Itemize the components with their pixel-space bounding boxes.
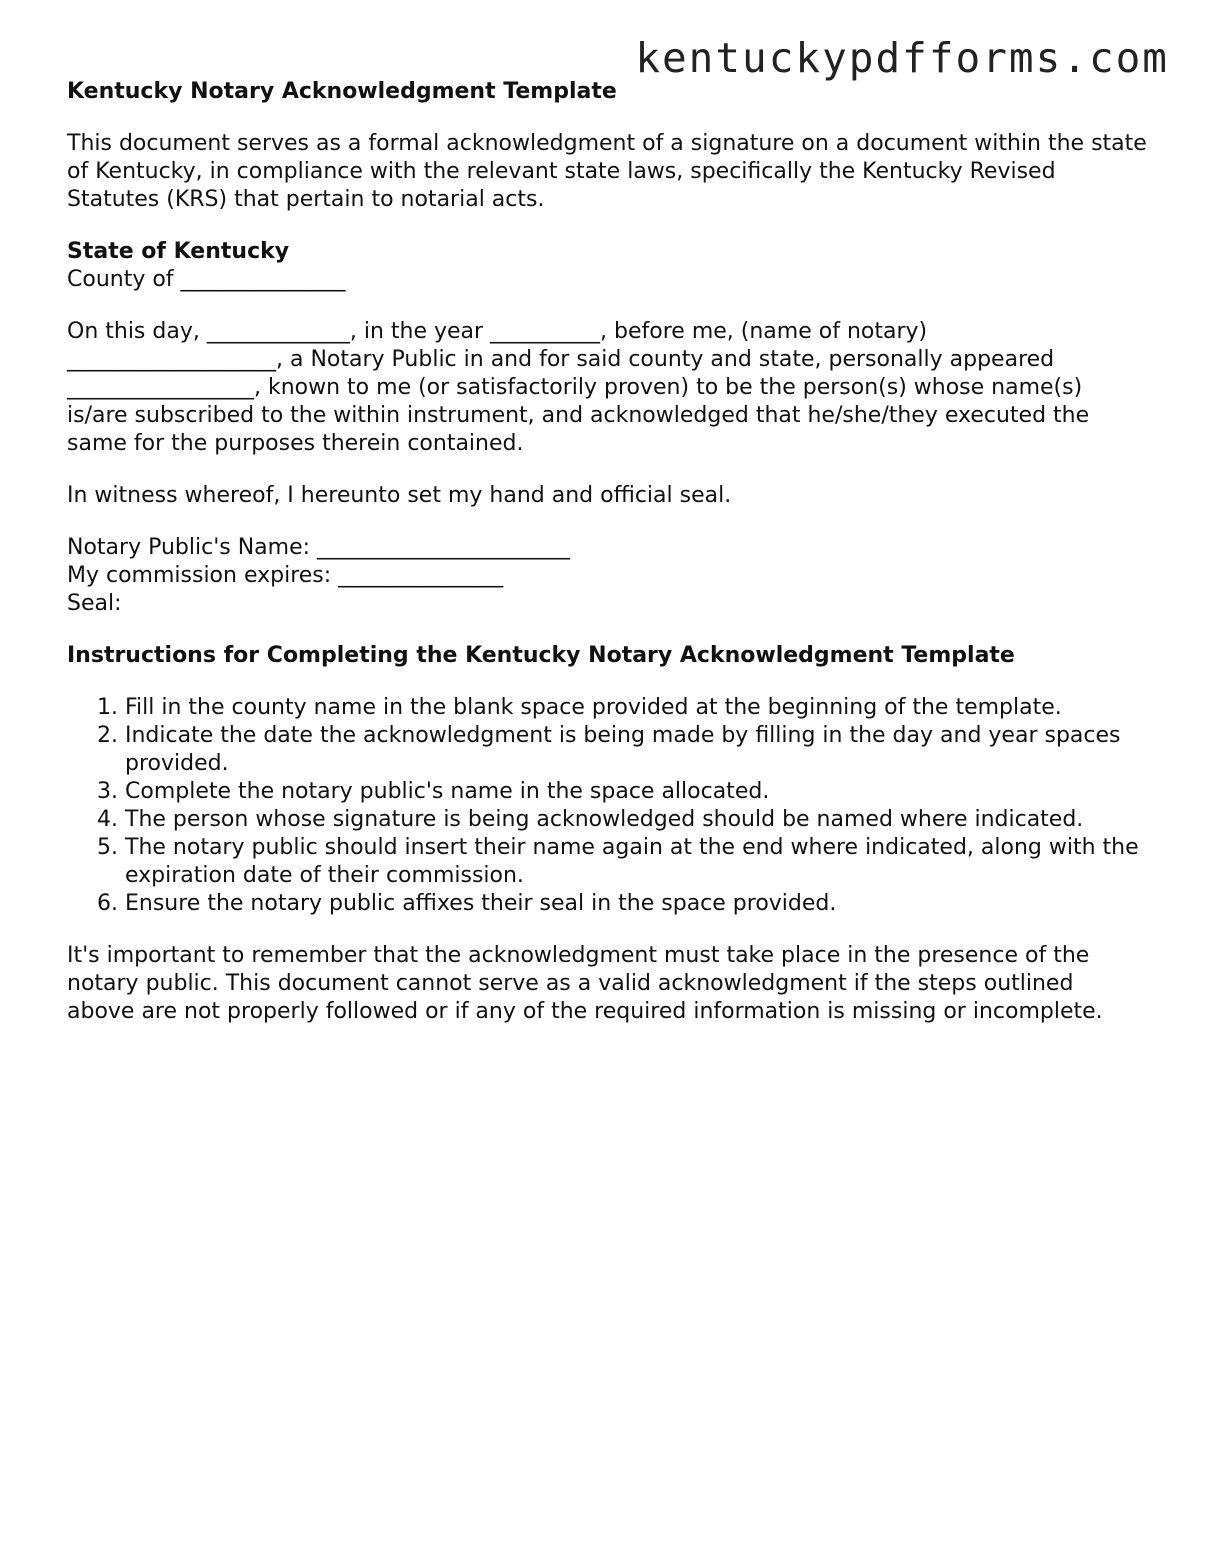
intro-paragraph: This document serves as a formal acknowledgment of a signature on a document within the state of Kentucky, in compliance with the relevant state laws, specifically the Kentucky Revised Statutes (KRS) that pertain to notarial acts.	[67, 131, 1147, 212]
witness-statement: In witness whereof, I hereunto set my hand and official seal.	[67, 483, 732, 508]
instructions-list	[67, 694, 1147, 918]
instruction-item: 6. Ensure the notary public affixes their seal in the space provided.	[125, 890, 1147, 918]
instruction-item: 5. The notary public should insert their name again at the end where indicated, along with the expiration date of their commission.	[125, 834, 1147, 890]
instruction-item: 2. Indicate the date the acknowledgment is being made by filling in the day and year spaces provided.	[125, 722, 1147, 778]
signature-block	[67, 534, 1147, 618]
seal-field: Seal:	[67, 591, 122, 616]
site-watermark: kentuckypdfforms.com	[635, 34, 1169, 82]
document-page	[67, 78, 1147, 1050]
instruction-item: 1. Fill in the county name in the blank space provided at the beginning of the template.	[125, 694, 1147, 722]
closing-paragraph: It's important to remember that the acknowledgment must take place in the presence of the notary public. This document cannot serve as a valid acknowledgment if the steps outlined above are not properly followed or if any of the required information is missing or incomplete.	[67, 943, 1103, 1024]
instructions-heading: Instructions for Completing the Kentucky Notary Acknowledgment Template	[67, 643, 1015, 668]
acknowledgment-paragraph: On this day, _____________, in the year __________, before me, (name of notary) ___________________, a Notary Public in and for said county and state, personally appeared _________________, known to me (or satisfactorily proven) to be the person(s) whose name(s) is/are subscribed to the within instrument, and acknowledged that he/she/they executed the same for the purposes therein contained.	[67, 319, 1090, 456]
venue-block	[67, 238, 1147, 294]
notary-name-field: Notary Public's Name: _______________________	[67, 535, 571, 560]
commission-expiry-field: My commission expires: _______________	[67, 563, 504, 588]
instruction-item: 3. Complete the notary public's name in the space allocated.	[125, 778, 1147, 806]
venue-county-field: County of _______________	[67, 267, 346, 292]
venue-state: State of Kentucky	[67, 239, 290, 264]
document-title: Kentucky Notary Acknowledgment Template	[67, 79, 617, 104]
instruction-item: 4. The person whose signature is being acknowledged should be named where indicated.	[125, 806, 1147, 834]
